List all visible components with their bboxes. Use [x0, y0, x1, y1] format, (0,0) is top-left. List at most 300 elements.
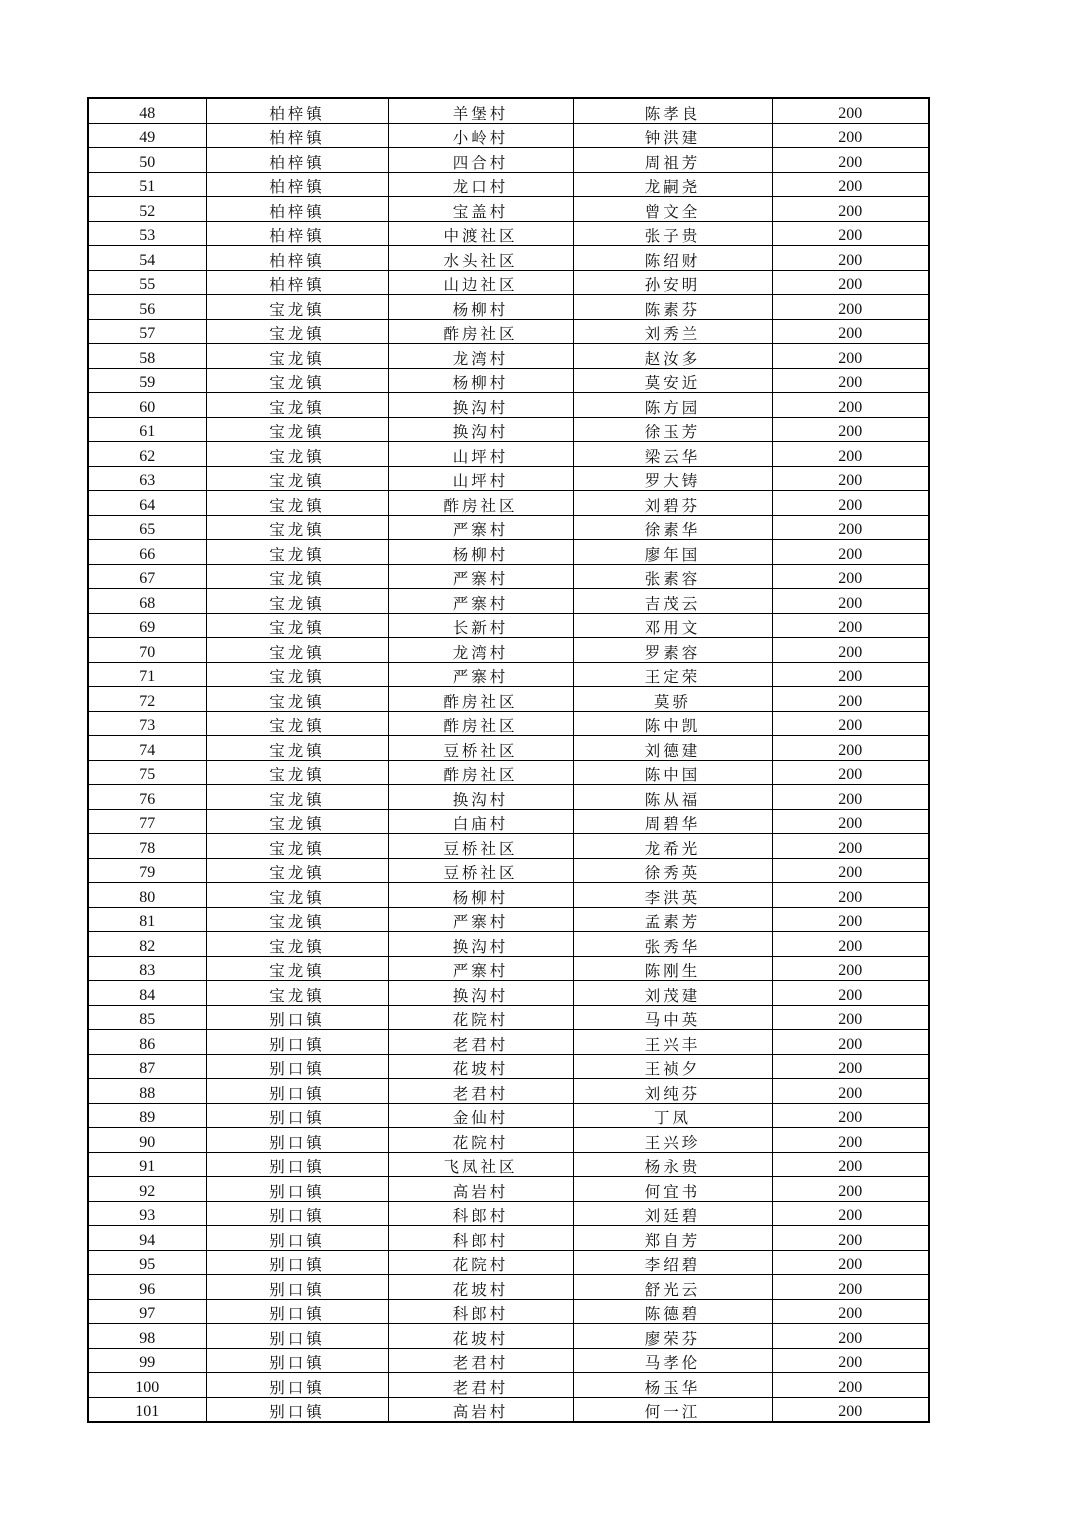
cell-town: 宝龙镇: [206, 711, 388, 736]
cell-name: 陈刚生: [573, 956, 772, 981]
cell-name: 周祖芳: [573, 148, 772, 173]
table-row: [88, 834, 929, 859]
cell-name: 莫安近: [573, 368, 772, 393]
cell-name: 马中英: [573, 1005, 772, 1030]
cell-number: 52: [88, 197, 206, 222]
table-row: [88, 736, 929, 761]
cell-village: 花院村: [388, 1250, 573, 1275]
table-row: [88, 442, 929, 467]
cell-name: 赵汝多: [573, 344, 772, 369]
table-row: [88, 1103, 929, 1128]
cell-amount: 200: [772, 1079, 929, 1104]
cell-village: 龙口村: [388, 172, 573, 197]
cell-amount: 200: [772, 1005, 929, 1030]
cell-name: 陈中国: [573, 760, 772, 785]
cell-village: 严寨村: [388, 515, 573, 540]
cell-village: 高岩村: [388, 1397, 573, 1422]
cell-town: 别口镇: [206, 1079, 388, 1104]
cell-name: 杨玉华: [573, 1373, 772, 1398]
table-row: [88, 1324, 929, 1349]
cell-name: 郑自芳: [573, 1226, 772, 1251]
cell-amount: 200: [772, 1373, 929, 1398]
table-row: [88, 711, 929, 736]
cell-number: 90: [88, 1128, 206, 1153]
cell-village: 高岩村: [388, 1177, 573, 1202]
table-row: [88, 123, 929, 148]
cell-village: 严寨村: [388, 564, 573, 589]
cell-amount: 200: [772, 564, 929, 589]
cell-village: 水头社区: [388, 246, 573, 271]
cell-name: 陈中凯: [573, 711, 772, 736]
cell-number: 85: [88, 1005, 206, 1030]
cell-name: 陈绍财: [573, 246, 772, 271]
cell-town: 宝龙镇: [206, 540, 388, 565]
cell-village: 金仙村: [388, 1103, 573, 1128]
cell-town: 宝龙镇: [206, 687, 388, 712]
cell-village: 豆桥社区: [388, 858, 573, 883]
cell-number: 53: [88, 221, 206, 246]
cell-amount: 200: [772, 1152, 929, 1177]
cell-number: 98: [88, 1324, 206, 1349]
cell-number: 59: [88, 368, 206, 393]
cell-amount: 200: [772, 809, 929, 834]
table-row: [88, 564, 929, 589]
cell-number: 92: [88, 1177, 206, 1202]
cell-amount: 200: [772, 589, 929, 614]
table-row: [88, 809, 929, 834]
cell-village: 宝盖村: [388, 197, 573, 222]
table-row: [88, 1299, 929, 1324]
cell-name: 吉茂云: [573, 589, 772, 614]
cell-number: 97: [88, 1299, 206, 1324]
table-row: [88, 1030, 929, 1055]
cell-name: 莫骄: [573, 687, 772, 712]
cell-village: 换沟村: [388, 785, 573, 810]
table-row: [88, 466, 929, 491]
cell-name: 孟素芳: [573, 907, 772, 932]
table-row: [88, 344, 929, 369]
cell-number: 73: [88, 711, 206, 736]
cell-number: 96: [88, 1275, 206, 1300]
cell-town: 宝龙镇: [206, 417, 388, 442]
cell-name: 龙嗣尧: [573, 172, 772, 197]
cell-name: 王兴珍: [573, 1128, 772, 1153]
cell-town: 别口镇: [206, 1005, 388, 1030]
cell-amount: 200: [772, 883, 929, 908]
cell-amount: 200: [772, 711, 929, 736]
cell-town: 宝龙镇: [206, 834, 388, 859]
cell-village: 换沟村: [388, 932, 573, 957]
cell-amount: 200: [772, 687, 929, 712]
table-row: [88, 295, 929, 320]
cell-village: 科郎村: [388, 1299, 573, 1324]
cell-name: 罗大铸: [573, 466, 772, 491]
table-row: [88, 760, 929, 785]
cell-name: 王定荣: [573, 662, 772, 687]
cell-name: 李洪英: [573, 883, 772, 908]
cell-name: 刘碧芬: [573, 491, 772, 516]
cell-number: 63: [88, 466, 206, 491]
cell-village: 杨柳村: [388, 883, 573, 908]
table-row: [88, 491, 929, 516]
cell-village: 科郎村: [388, 1226, 573, 1251]
cell-village: 花院村: [388, 1128, 573, 1153]
table-row: [88, 638, 929, 663]
cell-village: 换沟村: [388, 981, 573, 1006]
cell-town: 柏梓镇: [206, 172, 388, 197]
table-row: [88, 687, 929, 712]
cell-village: 中渡社区: [388, 221, 573, 246]
cell-amount: 200: [772, 1201, 929, 1226]
cell-name: 曾文全: [573, 197, 772, 222]
cell-village: 严寨村: [388, 907, 573, 932]
cell-town: 宝龙镇: [206, 319, 388, 344]
cell-amount: 200: [772, 1128, 929, 1153]
roster-table: [87, 97, 930, 1423]
cell-town: 别口镇: [206, 1373, 388, 1398]
cell-amount: 200: [772, 540, 929, 565]
cell-amount: 200: [772, 491, 929, 516]
cell-amount: 200: [772, 515, 929, 540]
cell-amount: 200: [772, 1030, 929, 1055]
cell-name: 廖年国: [573, 540, 772, 565]
cell-town: 宝龙镇: [206, 613, 388, 638]
cell-amount: 200: [772, 662, 929, 687]
cell-number: 60: [88, 393, 206, 418]
table-row: [88, 858, 929, 883]
cell-number: 62: [88, 442, 206, 467]
table-row: [88, 197, 929, 222]
cell-amount: 200: [772, 736, 929, 761]
table-row: [88, 270, 929, 295]
cell-number: 78: [88, 834, 206, 859]
cell-town: 宝龙镇: [206, 442, 388, 467]
cell-village: 羊堡村: [388, 98, 573, 123]
cell-town: 别口镇: [206, 1201, 388, 1226]
cell-name: 徐秀英: [573, 858, 772, 883]
cell-village: 山坪村: [388, 442, 573, 467]
cell-town: 宝龙镇: [206, 760, 388, 785]
cell-village: 豆桥社区: [388, 736, 573, 761]
cell-village: 花院村: [388, 1005, 573, 1030]
table-row: [88, 1054, 929, 1079]
cell-number: 68: [88, 589, 206, 614]
cell-name: 罗素容: [573, 638, 772, 663]
cell-town: 宝龙镇: [206, 344, 388, 369]
cell-amount: 200: [772, 1250, 929, 1275]
cell-name: 张子贵: [573, 221, 772, 246]
cell-name: 孙安明: [573, 270, 772, 295]
cell-number: 77: [88, 809, 206, 834]
cell-name: 何宜书: [573, 1177, 772, 1202]
cell-amount: 200: [772, 1177, 929, 1202]
cell-town: 柏梓镇: [206, 221, 388, 246]
cell-village: 杨柳村: [388, 295, 573, 320]
cell-village: 老君村: [388, 1079, 573, 1104]
cell-town: 柏梓镇: [206, 148, 388, 173]
cell-town: 宝龙镇: [206, 295, 388, 320]
cell-number: 86: [88, 1030, 206, 1055]
cell-village: 飞凤社区: [388, 1152, 573, 1177]
table-row: [88, 319, 929, 344]
table-row: [88, 417, 929, 442]
table-row: [88, 1005, 929, 1030]
cell-town: 宝龙镇: [206, 662, 388, 687]
cell-village: 山边社区: [388, 270, 573, 295]
cell-village: 酢房社区: [388, 319, 573, 344]
cell-name: 王兴丰: [573, 1030, 772, 1055]
cell-number: 51: [88, 172, 206, 197]
cell-town: 宝龙镇: [206, 515, 388, 540]
cell-town: 别口镇: [206, 1275, 388, 1300]
cell-town: 柏梓镇: [206, 123, 388, 148]
table-row: [88, 515, 929, 540]
cell-amount: 200: [772, 295, 929, 320]
cell-number: 93: [88, 1201, 206, 1226]
cell-number: 74: [88, 736, 206, 761]
cell-village: 花坡村: [388, 1054, 573, 1079]
table-row: [88, 1397, 929, 1422]
cell-town: 别口镇: [206, 1103, 388, 1128]
cell-number: 84: [88, 981, 206, 1006]
cell-name: 张素容: [573, 564, 772, 589]
cell-number: 87: [88, 1054, 206, 1079]
cell-name: 丁凤: [573, 1103, 772, 1128]
cell-number: 66: [88, 540, 206, 565]
cell-amount: 200: [772, 1348, 929, 1373]
cell-number: 79: [88, 858, 206, 883]
cell-number: 88: [88, 1079, 206, 1104]
cell-amount: 200: [772, 1275, 929, 1300]
cell-town: 宝龙镇: [206, 932, 388, 957]
cell-town: 别口镇: [206, 1226, 388, 1251]
cell-name: 邓用文: [573, 613, 772, 638]
cell-number: 64: [88, 491, 206, 516]
cell-amount: 200: [772, 785, 929, 810]
cell-village: 酢房社区: [388, 687, 573, 712]
cell-village: 山坪村: [388, 466, 573, 491]
cell-town: 别口镇: [206, 1152, 388, 1177]
cell-name: 马孝伦: [573, 1348, 772, 1373]
cell-town: 宝龙镇: [206, 393, 388, 418]
table-row: [88, 393, 929, 418]
cell-town: 别口镇: [206, 1250, 388, 1275]
cell-name: 陈德碧: [573, 1299, 772, 1324]
cell-number: 70: [88, 638, 206, 663]
cell-name: 何一江: [573, 1397, 772, 1422]
cell-amount: 200: [772, 466, 929, 491]
cell-town: 柏梓镇: [206, 98, 388, 123]
cell-number: 49: [88, 123, 206, 148]
cell-number: 100: [88, 1373, 206, 1398]
cell-number: 91: [88, 1152, 206, 1177]
cell-name: 周碧华: [573, 809, 772, 834]
cell-amount: 200: [772, 1226, 929, 1251]
cell-town: 宝龙镇: [206, 638, 388, 663]
table-row: [88, 1152, 929, 1177]
cell-number: 57: [88, 319, 206, 344]
cell-name: 陈孝良: [573, 98, 772, 123]
cell-number: 82: [88, 932, 206, 957]
cell-number: 56: [88, 295, 206, 320]
cell-village: 换沟村: [388, 417, 573, 442]
roster-sheet: [87, 97, 930, 1423]
cell-town: 宝龙镇: [206, 956, 388, 981]
cell-town: 别口镇: [206, 1177, 388, 1202]
cell-number: 95: [88, 1250, 206, 1275]
cell-number: 50: [88, 148, 206, 173]
cell-village: 老君村: [388, 1030, 573, 1055]
cell-number: 61: [88, 417, 206, 442]
cell-village: 酢房社区: [388, 760, 573, 785]
cell-amount: 200: [772, 760, 929, 785]
table-row: [88, 98, 929, 123]
cell-amount: 200: [772, 319, 929, 344]
cell-village: 杨柳村: [388, 540, 573, 565]
cell-number: 80: [88, 883, 206, 908]
cell-amount: 200: [772, 981, 929, 1006]
cell-name: 刘廷碧: [573, 1201, 772, 1226]
cell-town: 柏梓镇: [206, 197, 388, 222]
table-row: [88, 981, 929, 1006]
cell-village: 龙湾村: [388, 638, 573, 663]
cell-amount: 200: [772, 1103, 929, 1128]
cell-village: 四合村: [388, 148, 573, 173]
cell-village: 老君村: [388, 1373, 573, 1398]
cell-town: 柏梓镇: [206, 270, 388, 295]
table-row: [88, 1201, 929, 1226]
cell-amount: 200: [772, 907, 929, 932]
cell-town: 别口镇: [206, 1128, 388, 1153]
cell-amount: 200: [772, 148, 929, 173]
cell-name: 龙希光: [573, 834, 772, 859]
cell-amount: 200: [772, 932, 929, 957]
cell-name: 梁云华: [573, 442, 772, 467]
table-body: [88, 98, 929, 1422]
cell-number: 72: [88, 687, 206, 712]
table-row: [88, 1128, 929, 1153]
cell-town: 宝龙镇: [206, 858, 388, 883]
table-row: [88, 785, 929, 810]
cell-number: 75: [88, 760, 206, 785]
cell-name: 廖荣芬: [573, 1324, 772, 1349]
cell-amount: 200: [772, 1054, 929, 1079]
cell-town: 宝龙镇: [206, 466, 388, 491]
cell-town: 别口镇: [206, 1030, 388, 1055]
table-row: [88, 1275, 929, 1300]
cell-amount: 200: [772, 172, 929, 197]
cell-amount: 200: [772, 956, 929, 981]
cell-name: 徐素华: [573, 515, 772, 540]
table-row: [88, 589, 929, 614]
cell-town: 别口镇: [206, 1054, 388, 1079]
cell-number: 54: [88, 246, 206, 271]
table-row: [88, 246, 929, 271]
cell-town: 别口镇: [206, 1299, 388, 1324]
cell-village: 白庙村: [388, 809, 573, 834]
cell-number: 94: [88, 1226, 206, 1251]
cell-town: 宝龙镇: [206, 564, 388, 589]
cell-amount: 200: [772, 197, 929, 222]
cell-village: 换沟村: [388, 393, 573, 418]
cell-amount: 200: [772, 1299, 929, 1324]
cell-name: 徐玉芳: [573, 417, 772, 442]
cell-number: 76: [88, 785, 206, 810]
cell-name: 陈素芬: [573, 295, 772, 320]
cell-number: 101: [88, 1397, 206, 1422]
cell-number: 67: [88, 564, 206, 589]
cell-amount: 200: [772, 221, 929, 246]
table-row: [88, 1226, 929, 1251]
cell-village: 老君村: [388, 1348, 573, 1373]
cell-number: 55: [88, 270, 206, 295]
cell-name: 李绍碧: [573, 1250, 772, 1275]
cell-town: 别口镇: [206, 1397, 388, 1422]
cell-village: 酢房社区: [388, 491, 573, 516]
cell-village: 花坡村: [388, 1324, 573, 1349]
cell-town: 宝龙镇: [206, 736, 388, 761]
cell-amount: 200: [772, 1324, 929, 1349]
table-row: [88, 540, 929, 565]
table-row: [88, 221, 929, 246]
cell-number: 58: [88, 344, 206, 369]
cell-village: 严寨村: [388, 589, 573, 614]
table-row: [88, 1079, 929, 1104]
cell-village: 龙湾村: [388, 344, 573, 369]
cell-name: 陈方园: [573, 393, 772, 418]
cell-amount: 200: [772, 123, 929, 148]
cell-town: 别口镇: [206, 1348, 388, 1373]
table-row: [88, 932, 929, 957]
cell-town: 宝龙镇: [206, 785, 388, 810]
cell-number: 48: [88, 98, 206, 123]
cell-town: 别口镇: [206, 1324, 388, 1349]
cell-village: 酢房社区: [388, 711, 573, 736]
cell-name: 钟洪建: [573, 123, 772, 148]
cell-name: 张秀华: [573, 932, 772, 957]
table-row: [88, 1250, 929, 1275]
table-row: [88, 172, 929, 197]
table-row: [88, 1348, 929, 1373]
cell-amount: 200: [772, 858, 929, 883]
cell-name: 陈从福: [573, 785, 772, 810]
cell-town: 柏梓镇: [206, 246, 388, 271]
cell-village: 花坡村: [388, 1275, 573, 1300]
table-row: [88, 883, 929, 908]
cell-village: 小岭村: [388, 123, 573, 148]
cell-amount: 200: [772, 613, 929, 638]
cell-number: 83: [88, 956, 206, 981]
cell-town: 宝龙镇: [206, 809, 388, 834]
cell-town: 宝龙镇: [206, 981, 388, 1006]
cell-town: 宝龙镇: [206, 907, 388, 932]
table-row: [88, 956, 929, 981]
cell-amount: 200: [772, 1397, 929, 1422]
cell-amount: 200: [772, 344, 929, 369]
table-row: [88, 148, 929, 173]
cell-amount: 200: [772, 270, 929, 295]
cell-village: 科郎村: [388, 1201, 573, 1226]
cell-number: 99: [88, 1348, 206, 1373]
table-row: [88, 613, 929, 638]
cell-town: 宝龙镇: [206, 491, 388, 516]
cell-village: 杨柳村: [388, 368, 573, 393]
table-row: [88, 1373, 929, 1398]
cell-amount: 200: [772, 368, 929, 393]
cell-village: 长新村: [388, 613, 573, 638]
cell-name: 舒光云: [573, 1275, 772, 1300]
table-row: [88, 368, 929, 393]
